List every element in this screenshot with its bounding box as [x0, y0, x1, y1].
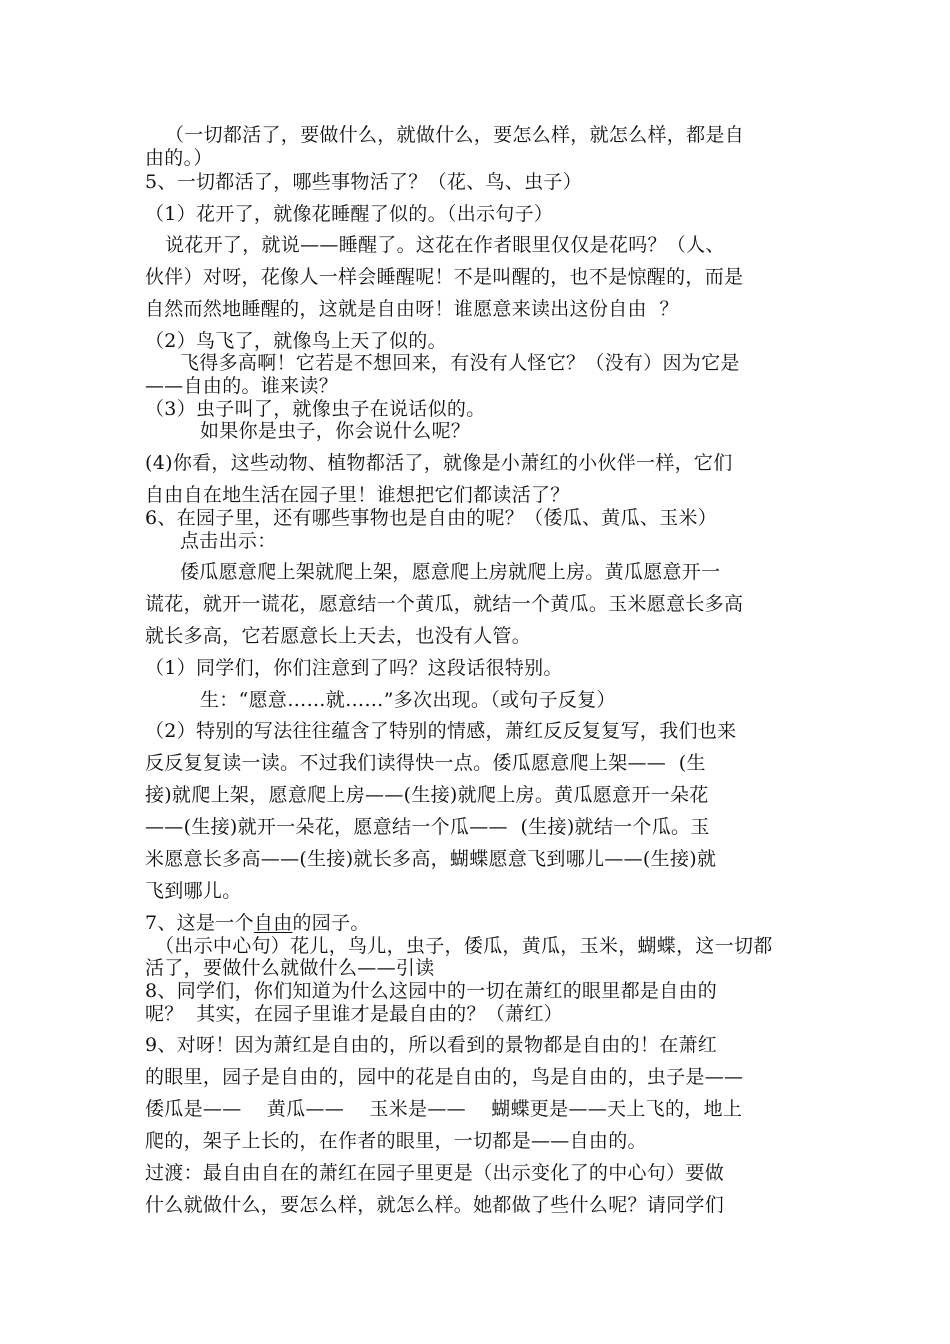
- text-line: 爬的，架子上长的，在作者的眼里，一切都是——自由的。: [145, 1130, 647, 1152]
- text-line: 活了，要做什么就做什么——引读: [145, 957, 435, 979]
- text-line: 如果你是虫子，你会说什么呢？: [200, 420, 471, 442]
- text-line: 飞到哪儿。: [145, 880, 242, 902]
- text-line: （1）同学们，你们注意到了吗？这段话很特别。: [145, 657, 563, 679]
- underlined-keyword: 自由: [253, 912, 293, 934]
- text-line: 生：“愿意……就……”多次出现。（或句子反复）: [200, 689, 616, 711]
- text-line: 点击出示：: [180, 530, 277, 552]
- text-line: 自然而然地睡醒的，这就是自由呀！谁愿意来读出这份自由 ？: [145, 298, 679, 320]
- text-line: 5、一切都活了，哪些事物活了？（花、鸟、虫子）: [145, 171, 582, 193]
- text-line: 9、对呀！因为萧红是自由的，所以看到的景物都是自由的！在萧红: [145, 1034, 718, 1056]
- text-line: 6、在园子里，还有哪些事物也是自由的呢？（倭瓜、黄瓜、玉米）: [145, 507, 718, 529]
- text-line: 谎花，就开一谎花，愿意结一个黄瓜，就结一个黄瓜。玉米愿意长多高: [145, 593, 744, 615]
- text-line: 米愿意长多高——(生接)就长多高，蝴蝶愿意飞到哪儿——(生接)就: [145, 848, 717, 870]
- text-line: （一切都活了，要做什么，就做什么，要怎么样，就怎么样，都是自: [165, 124, 745, 146]
- text-line: [145, 912, 815, 934]
- text-line: 飞得多高啊！它若是不想回来，有没有人怪它？（没有）因为它是: [180, 352, 740, 374]
- text-line: 反反复复读一读。不过我们读得快一点。倭瓜愿意爬上架—— (生: [145, 752, 706, 774]
- text-line: ——(生接)就开一朵花，愿意结一个瓜—— (生接)就结一个瓜。玉: [145, 816, 710, 838]
- text-line: (4)你看，这些动物、植物都活了，就像是小萧红的小伙伴一样，它们: [145, 452, 733, 474]
- text-line: （2）特别的写法往往蕴含了特别的情感，萧红反反复复写，我们也来: [145, 720, 737, 742]
- text-line: 就长多高，它若愿意长上天去，也没有人管。: [145, 625, 532, 647]
- text-line: 伙伴）对呀，花像人一样会睡醒呢！不是叫醒的，也不是惊醒的，而是: [145, 266, 744, 288]
- text-line: 由的。）: [145, 147, 213, 169]
- text-line: （出示中心句）花儿，鸟儿，虫子，倭瓜，黄瓜，玉米，蝴蝶，这一切都: [155, 935, 773, 957]
- text-line: 8、同学们，你们知道为什么这园中的一切在萧红的眼里都是自由的: [145, 980, 718, 1002]
- text-line: 过渡：最自由自在的萧红在园子里更是（出示变化了的中心句）要做: [145, 1162, 725, 1184]
- text-line: ——自由的。谁来读？: [145, 375, 339, 397]
- text-segment: 的园子。: [292, 912, 370, 934]
- text-line: 说花开了，就说——睡醒了。这花在作者眼里仅仅是花吗？（人、: [165, 234, 725, 256]
- text-line: 倭瓜愿意爬上架就爬上架，愿意爬上房就爬上房。黄瓜愿意开一: [180, 561, 721, 583]
- text-line: 自由自在地生活在园子里！谁想把它们都读活了？: [145, 484, 570, 506]
- text-segment: 7、这是一个: [145, 912, 254, 934]
- text-line: 什么就做什么，要怎么样，就怎么样。她都做了些什么呢？请同学们: [145, 1194, 725, 1216]
- text-line: 的眼里，园子是自由的，园中的花是自由的，鸟是自由的，虫子是——: [145, 1066, 744, 1088]
- text-line: 呢？ 其实，在园子里谁才是最自由的？（萧红）: [145, 1003, 563, 1025]
- text-line: （3）虫子叫了，就像虫子在说话似的。: [145, 398, 486, 420]
- text-line: 倭瓜是—— 黄瓜—— 玉米是—— 蝴蝶更是——天上飞的，地上: [145, 1098, 743, 1120]
- text-line: 接)就爬上架，愿意爬上房——(生接)就爬上房。黄瓜愿意开一朵花: [145, 784, 709, 806]
- text-line: （1）花开了，就像花睡醒了似的。（出示句子）: [145, 203, 554, 225]
- text-line: （2）鸟飞了，就像鸟上天了似的。: [145, 330, 447, 352]
